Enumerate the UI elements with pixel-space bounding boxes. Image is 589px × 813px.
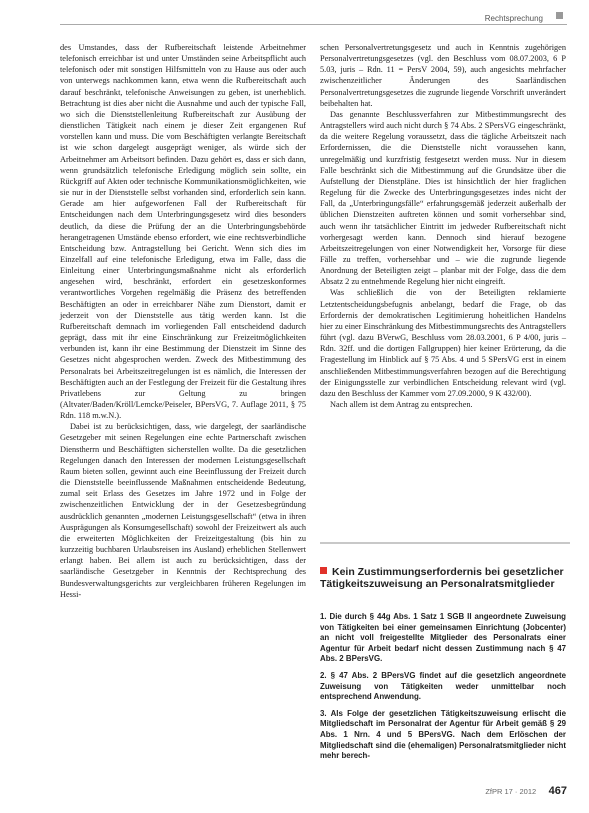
- left-paragraph-2: Dabei ist zu berücksichtigen, dass, wie dargelegt, der saarländische Gesetzgeber mit seinen Regelungen eine echte Partnerschaft zwischen Dienstherrn und Beschäftigten sicherstellen wollte. Da die gesetzlichen Regelungen danach den Interessen der modernen Leistungsgesellschaft Raum bieten sollen, gewinnt auch eine Beeinflussung der Freizeit durch die Dienststelle beeinflussende Maßnahmen entscheidende Bedeutung, zumal seit Erlass des Gesetzes im Jahre 1972 und in Folge der zwischenzeitlichen Entwicklung der in der Gesetzesbegründung ausdrücklich genannten „modernen Leistungsgesellschaft“ (etwa in ihren Ausprägungen als Konsumgesellschaft) sowohl der Freizeitwert als auch die erweiterten Möglichkeiten der Freizeitgestaltung (bis hin zu kurzzeitig buchbaren Urlaubsreisen ins Ausland) erheblichen Stellenwert erlangt haben. Bei allem ist auch zu berücksichtigen, dass der saarländische Gesetzgeber in Kenntnis der Rechtsprechung des Bundesverwaltungsgerichts zur vergleichbaren früheren Regelungen im Hessi-: [60, 422, 306, 599]
- right-paragraph-4: Nach allem ist dem Antrag zu entsprechen.: [330, 400, 473, 409]
- summary-point-2: 2. § 47 Abs. 2 BPersVG findet auf die gesetzlich angeordnete Zuweisung von Tätigkeiten weder unmittelbar noch entsprechend Anwendung.: [320, 670, 566, 702]
- left-column: [60, 42, 306, 600]
- red-square-icon: [320, 567, 327, 574]
- summary-box: [320, 542, 570, 784]
- page-number: 467: [548, 785, 567, 797]
- summary-title-text: Kein Zustimmungserfordernis bei gesetzlicher Tätigkeitszuweisung an Personalratsmitglieder: [320, 566, 564, 590]
- header-rule: [60, 24, 567, 25]
- section-label: Rechtsprechung: [484, 14, 543, 23]
- right-column: [320, 42, 566, 410]
- left-paragraph-1: des Umstandes, dass der Rufbereitschaft leistende Arbeitnehmer telefonisch erreichbar ist und unter Umständen seine Arbeitspflicht auch telefonisch oder mit sonstigen Hilfsmitteln von zu Hause aus oder auch von unterwegs nachkommen kann, etwa wenn die Rufbereitschaft auch darauf beschränkt, telefonische Anweisungen zu geben, ist unerheblich. Betrachtung ist dies aber nicht die Ausnahme und auch der typische Fall, wo sich die Dienststellenleitung Rufbereitschaft zur Ausübung der dienstlichen Tätigkeit nach einem je dieser Zeit ergangenen Ruf vorstellen kann und muss. Die vom Beschäftigten verlangte Bereitschaft ist wie schon dargelegt ausgeprägt weniger, als würde sich der Arbeitnehmer am Arbeitsort befinden. Dazu gehört es, dass er sich dann, wenn grundsätzlich telefonische Erledigung möglich sein sollte, ein Rückgriff auf Akten oder technische Kommunikationsmöglichkeiten, wie sie nur in der Dienststelle selbst vorhanden sind, erforderlich sein kann. Gerade am hier aufgeworfenen Fall der Rufbereitschaft für Entscheidungen nach dem Unterbringungsgesetz wird dies besonders deutlich, da diese die Prüfung der an die Unterbringungsbehörde herangetragenen Umstände ebenso erfordert, wie eine rechtsverbindliche Entscheidung bzw. Antragstellung bei Gericht. Wenn sich dies im Einzelfall auf eine telefonische Erledigung, etwa im Falle, dass die Einleitung einer Unterbringungsmaßnahme nicht als erforderlich angesehen wird, beschränkt, erfordert ein gesetzeskonformes verantwortliches Vorgehen regelmäßig die Präsenz des betreffenden Beschäftigten an oder in erreichbarer Nähe zum Dienstort, damit er jederzeit von der Dienststelle aus tätig werden kann. Ist die Rufbereitschaft demnach im vorliegenden Fall entscheidend dadurch geprägt, dass mit ihr eine Einschränkung zur Freizeitmöglichkeiten verbunden ist, kann ihr eine Bestimmung der Dienstzeit im Sinne des Gesetzes nicht abgesprochen werden. Zweck des Mitbestimmung des Personalrats bei Arbeitszeitregelungen ist es nämlich, die Interessen der Beschäftigten auch an der Festlegung der Freizeit für die Gestaltung ihres Privatlebens zur Geltung zu bringen (Altvater/Baden/Kröll/Lemcke/Peiseler, BPersVG, 7. Auflage 2011, § 75 Rdn. 118 m.w.N.).: [60, 43, 306, 421]
- summary-point-3: 3. Als Folge der gesetzlichen Tätigkeitszuweisung erlischt die Mitgliedschaft im Personalrat der Agentur für Arbeit gemäß § 29 Abs. 1 Nrn. 4 und 5 BPersVG. Nach dem Erlöschen der Mitgliedschaft sind die (ehemaligen) Personalratsmitglieder nicht mehr berech-: [320, 708, 566, 761]
- page-footer: [485, 781, 567, 799]
- right-paragraph-1: schen Personalvertretungsgesetz und auch in Kenntnis zugehörigen Personalvertretungsgesetzes (vgl. den Beschluss vom 08.07.2003, 6 P 5.03, juris – Rdn. 11 = PersV 2004, 59), auch angesichts mehrfacher zwischenzeitlicher Änderungen des Saarländischen Personalvertretungsgesetzes die zugrunde liegende Vorschrift unverändert beibehalten hat.: [320, 43, 566, 108]
- summary-title: [320, 566, 566, 590]
- summary-point-1: 1. Die durch § 44g Abs. 1 Satz 1 SGB II angeordnete Zuweisung von Tätigkeiten bei einer gemeinsamen Einrichtung (Jobcenter) an nicht voll freigestellte Mitglieder des Personalrats einer Agentur für Arbeit bedarf nicht dessen Zustimmung nach § 47 Abs. 2 BPersVG.: [320, 612, 566, 664]
- summary-points: [320, 612, 566, 768]
- right-paragraph-2: Das genannte Beschlussverfahren zur Mitbestimmungsrecht des Antragstellers wird auch nicht durch § 74 Abs. 2 SPersVG eingeschränkt, da die weitere Regelung voraussetzt, dass die tägliche Arbeitszeit nach Erfordernissen, die die Dienststelle nicht voraussehen kann, unregelmäßig und kurzfristig festgesetzt werden muss. Nur in diesem Falle beschränkt sich die Mitbestimmung auf die Grundsätze über die Aufstellung der Dienstpläne. Dies ist hinsichtlich der hier fraglichen Regelung für die Zwecke des Unterbringungsgesetzes indes nicht der Fall, da „Unterbringungsfälle“ erfahrungsgemäß jederzeit außerhalb der üblichen Dienstzeiten auftreten können und somit vorhersehbar sind, auch wenn ihr tatsächlicher Eintritt im jedweder Rufbereitschaft nicht vorhergesagt werden kann. Dennoch sind hierauf bezogene Arbeitszeitregelungen von einer Notwendigkeit her, Vorsorge für diese Fälle zu treffen, vorhersehbar und – wie die zugrunde liegende Anordnung der Beteiligten zeigt – planbar mit der Folge, dass die dem Absatz 2 zu entnehmende Regelung hier nicht eingreift.: [320, 109, 566, 287]
- journal-reference: ZfPR 17 · 2012: [485, 787, 537, 796]
- section-marker: [556, 12, 563, 19]
- right-paragraph-3: Was schließlich die von der Beteiligten reklamierte Letztentscheidungsbefugnis anbelangt, bedarf die Frage, ob das Erfordernis der demokratischen Legitimierung hoheitlichen Handelns hier zu einer Einschränkung des Mitbestimmungsrechts des Antragstellers führt (vgl. dazu BVerwG, Beschluss vom 28.03.2001, 6 P 4/00, juris – Rdn. 32ff. und die dortigen Fallgruppen) hier keiner Erörterung, da die Fragestellung im Hinblick auf § 75 Abs. 4 und 5 SPersVG erst in einem anschließenden Mitbestimmungsverfahren bezogen auf die Berechtigung der Einigungsstelle zur verbindlichen Entscheidung relevant wird (vgl. dazu den Beschluss der Kammer vom 27.09.2000, 9 K 432/00).: [320, 288, 566, 398]
